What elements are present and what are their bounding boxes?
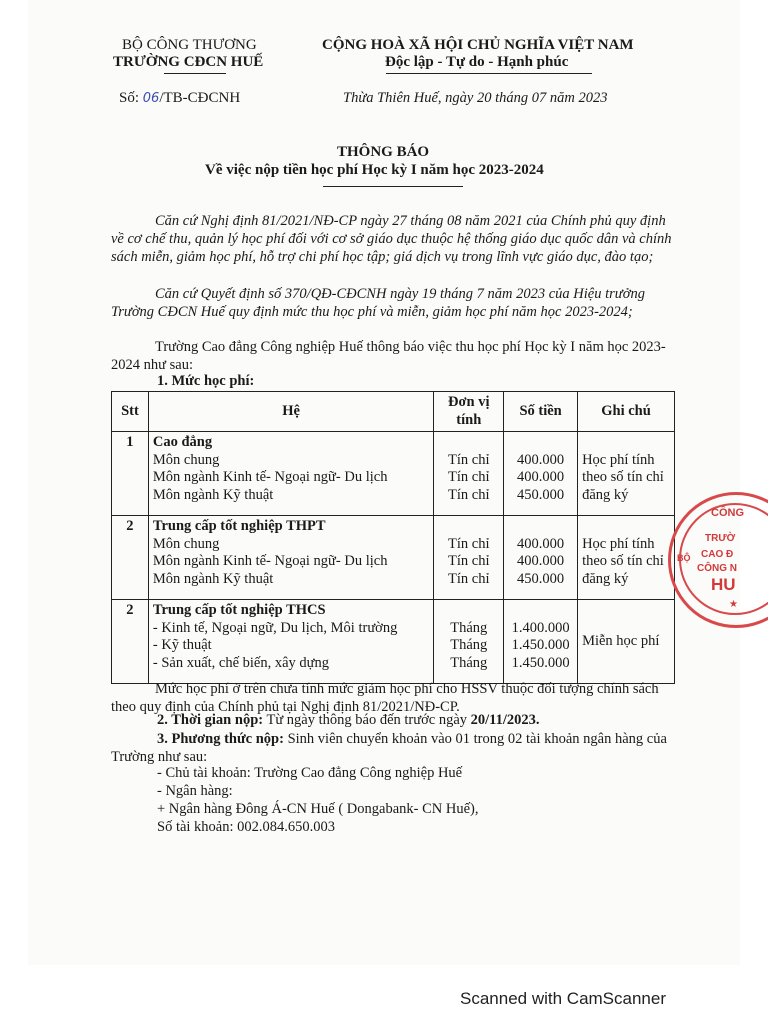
- row-amount: 400.000 400.000 450.000: [504, 432, 578, 516]
- header-note: Ghi chú: [578, 392, 675, 432]
- notice-title: THÔNG BÁO: [337, 144, 430, 160]
- row-amount: 400.000 400.000 450.000: [504, 516, 578, 600]
- row-note: Miễn học phí: [578, 600, 675, 684]
- discount-note: Mức học phí ở trên chưa tính mức giảm học phí cho HSSV thuộc đối tượng chính sách theo quy định của Chính phủ tại Nghị định 81/2021/NĐ-CP.: [111, 681, 659, 715]
- row-unit: Tín chỉ Tín chỉ Tín chỉ: [434, 516, 504, 600]
- table-row: [112, 516, 675, 600]
- table-header-row: [112, 392, 675, 432]
- ministry-name: BỘ CÔNG THƯƠNG: [122, 37, 257, 53]
- header-amount: Số tiền: [504, 392, 578, 432]
- header-stt: Stt: [112, 392, 149, 432]
- notice-subtitle: Về việc nộp tiền học phí Học kỳ I năm học 2023-2024: [205, 162, 544, 178]
- official-stamp: CÔNG TRƯỜ CAO Đ CÔNG N HU BỘ ★: [668, 492, 768, 628]
- intro-paragraph: Trường Cao đẳng Công nghiệp Huế thông báo việc thu học phí Học kỳ I năm học 2023-2024 như sau:: [111, 339, 666, 373]
- payment-method: 3. Phương thức nộp: Sinh viên chuyển khoản vào 01 trong 02 tài khoản ngân hàng của Trường như sau:: [111, 731, 667, 765]
- title-underline: [323, 186, 463, 187]
- row-program: Cao đẳng Môn chung Môn ngành Kinh tế- Ngoại ngữ- Du lịch Môn ngành Kỹ thuật: [148, 432, 434, 516]
- header-unit: Đơn vị tính: [434, 392, 504, 432]
- document-number: Số: 06/TB-CĐCNH: [119, 90, 241, 106]
- school-name: TRƯỜNG CĐCN HUẾ: [113, 54, 264, 70]
- motto: Độc lập - Tự do - Hạnh phúc: [385, 54, 569, 70]
- bank-name: + Ngân hàng Đông Á-CN Huế ( Dongabank- CN Huế),: [157, 801, 479, 817]
- account-holder: - Chủ tài khoản: Trường Cao đẳng Công nghiệp Huế: [157, 765, 463, 781]
- row-note: Học phí tính theo số tín chỉ đăng ký: [578, 516, 675, 600]
- account-number: Số tài khoản: 002.084.650.003: [157, 819, 336, 835]
- school-underline: [164, 73, 226, 74]
- row-stt: 2: [112, 600, 149, 684]
- legal-basis-1: Căn cứ Nghị định 81/2021/NĐ-CP ngày 27 tháng 08 năm 2021 của Chính phủ quy định về cơ chế thu, quản lý học phí đối với cơ sở giáo dục thuộc hệ thống giáo dục quốc dân và chính sách miễn, giảm học phí, hỗ trợ chi phí học tập; giá dịch vụ trong lĩnh vực giáo dục, đào tạo;: [111, 213, 672, 265]
- row-unit: Tháng Tháng Tháng: [434, 600, 504, 684]
- row-stt: 2: [112, 516, 149, 600]
- nation-title: CỘNG HOÀ XÃ HỘI CHỦ NGHĨA VIỆT NAM: [322, 37, 634, 53]
- camscanner-watermark: Scanned with CamScanner: [460, 989, 667, 1008]
- fee-table: [111, 391, 675, 684]
- place-date: Thừa Thiên Huế, ngày 20 tháng 07 năm 2023: [343, 90, 608, 106]
- row-program: Trung cấp tốt nghiệp THCS - Kinh tế, Ngoại ngữ, Du lịch, Môi trường - Kỹ thuật - Sản xuất, chế biến, xây dựng: [148, 600, 434, 684]
- handwritten-number: 06: [142, 91, 160, 106]
- motto-underline: [386, 73, 592, 74]
- section-1-heading: 1. Mức học phí:: [157, 373, 255, 389]
- row-amount: 1.400.000 1.450.000 1.450.000: [504, 600, 578, 684]
- row-program: Trung cấp tốt nghiệp THPT Môn chung Môn ngành Kinh tế- Ngoại ngữ- Du lịch Môn ngành Kỹ thuật: [148, 516, 434, 600]
- table-row: [112, 600, 675, 684]
- header-program: Hệ: [148, 392, 434, 432]
- row-unit: Tín chỉ Tín chỉ Tín chỉ: [434, 432, 504, 516]
- legal-basis-2: Căn cứ Quyết định số 370/QĐ-CĐCNH ngày 19 tháng 7 năm 2023 của Hiệu trưởng Trường CĐCN Huế quy định mức thu học phí và miễn, giảm học phí năm học 2023-2024;: [111, 286, 645, 320]
- row-note: Học phí tính theo số tín chỉ đăng ký: [578, 432, 675, 516]
- row-stt: 1: [112, 432, 149, 516]
- payment-time: 2. Thời gian nộp: Từ ngày thông báo đến trước ngày 20/11/2023.: [157, 712, 540, 728]
- table-row: [112, 432, 675, 516]
- bank-label: - Ngân hàng:: [157, 783, 233, 799]
